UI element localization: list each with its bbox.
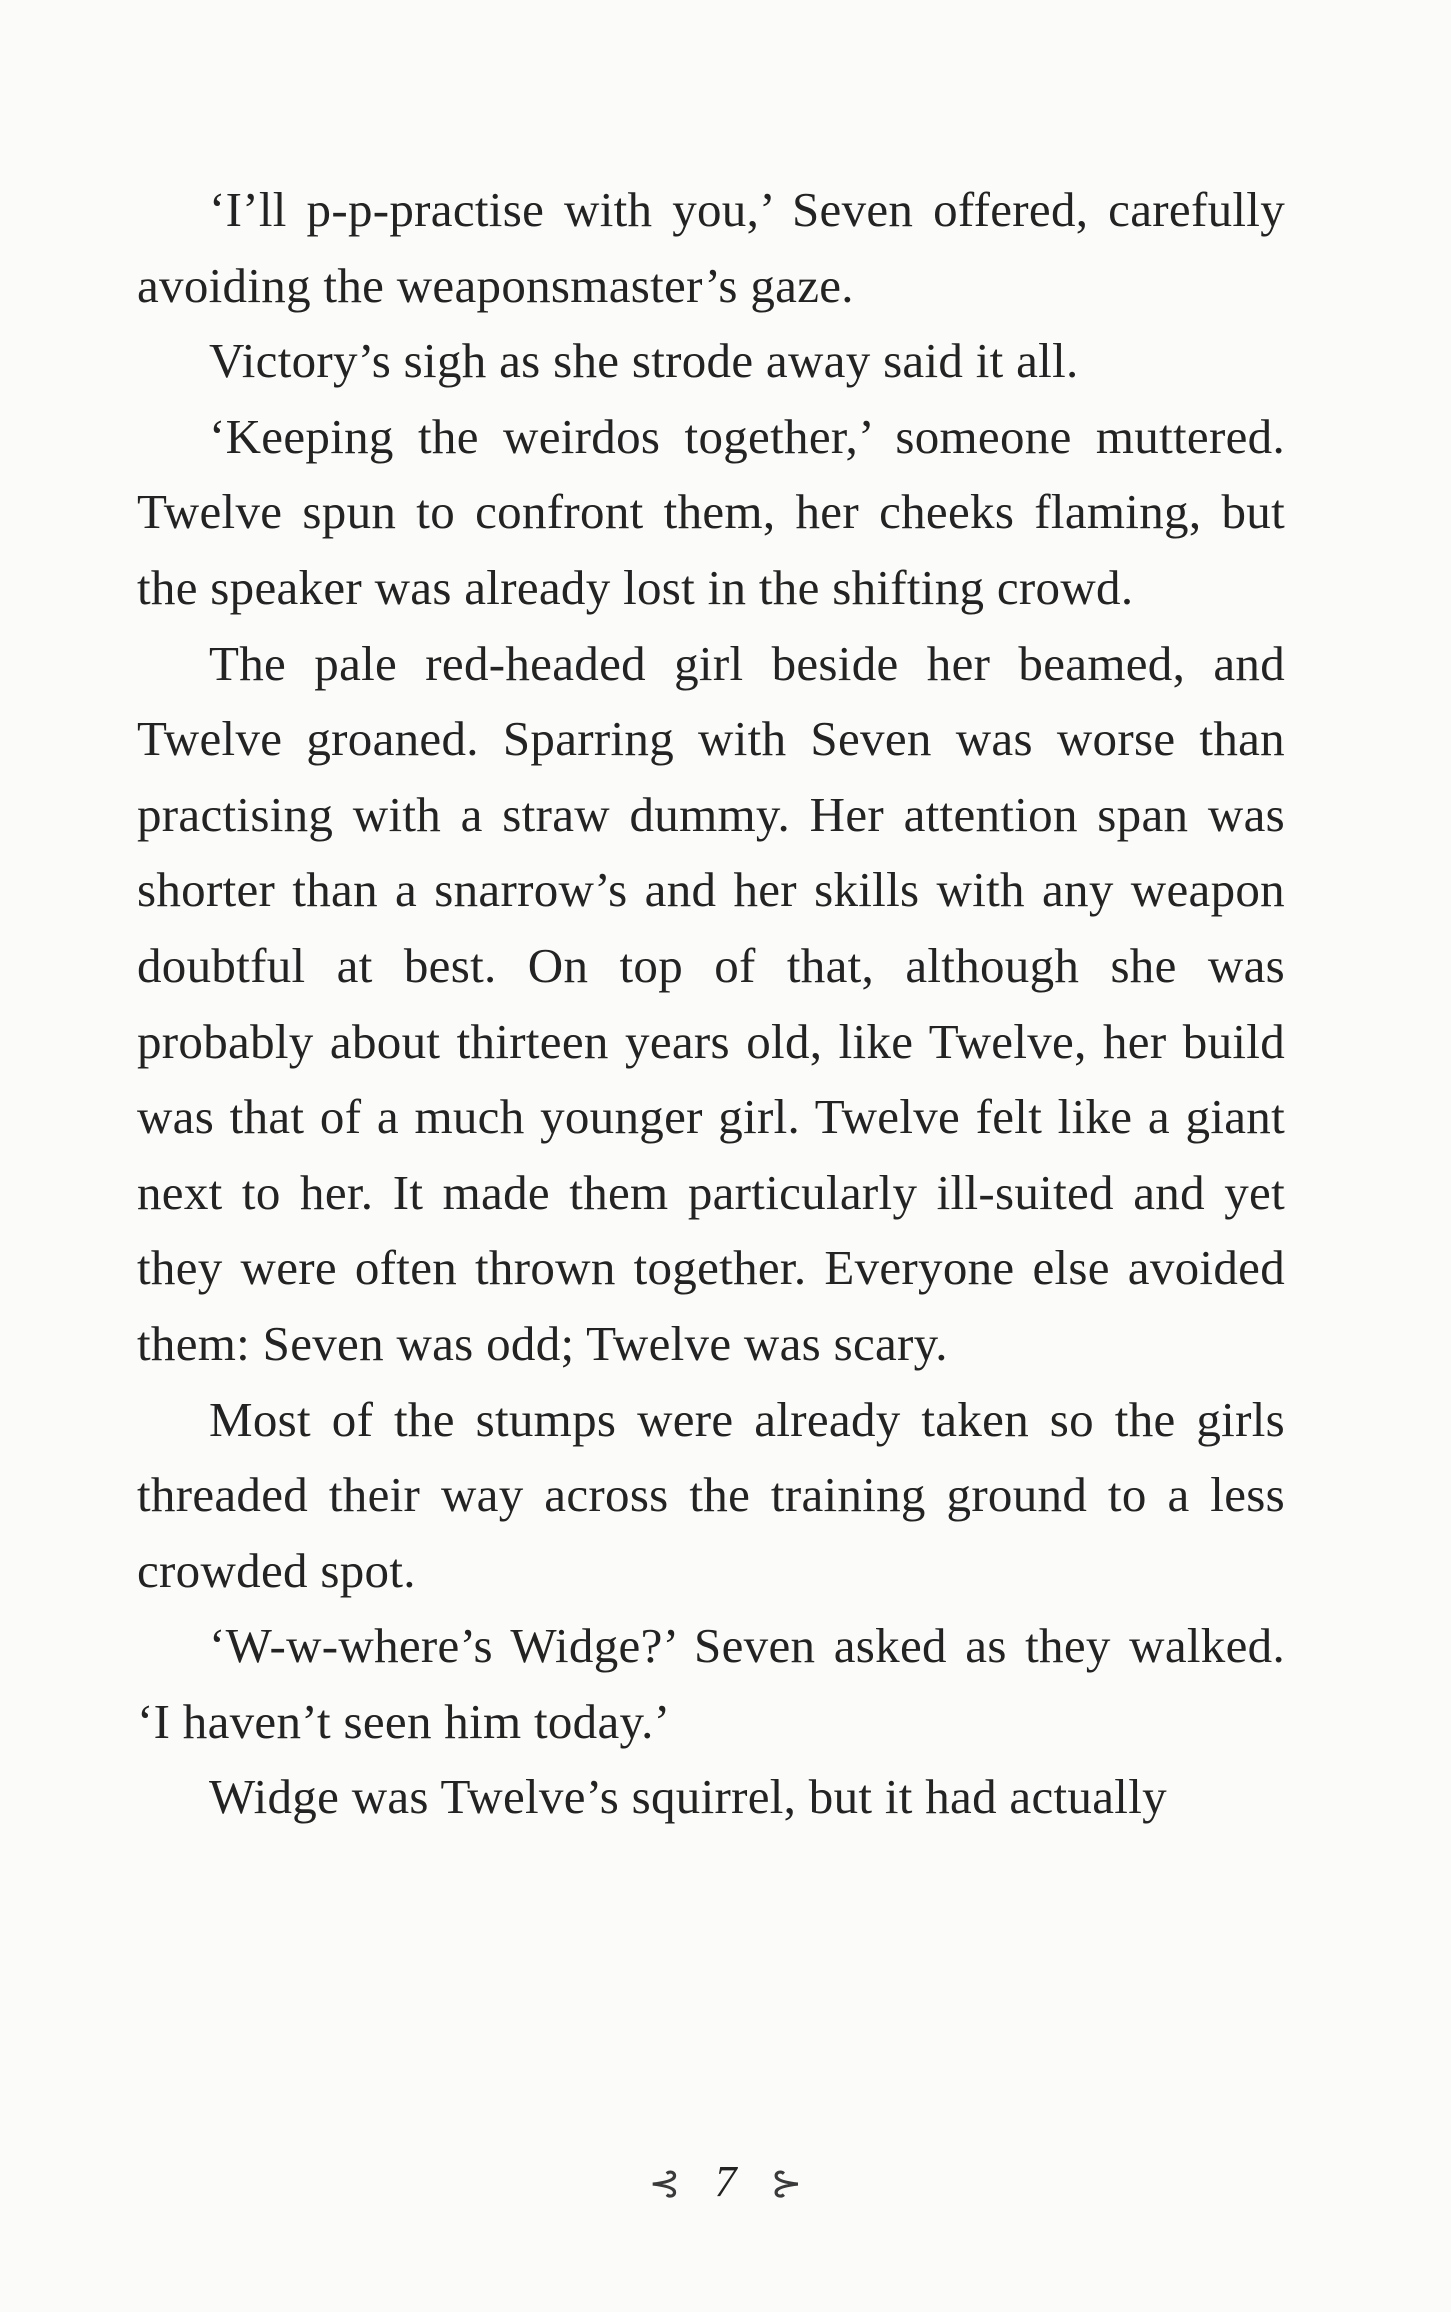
paragraph: Victory’s sigh as she strode away said it all. [209, 333, 1079, 389]
body-text [137, 172, 1285, 1835]
paragraph: Widge was Twelve’s squirrel, but it had actually [209, 1769, 1167, 1825]
page-footer [0, 2152, 1451, 2214]
paragraph: The pale red-headed girl beside her beamed, and Twelve groaned. Sparring with Seven was worse than practising with a straw dummy. Her attention span was shorter than a snarrow’s and her skills with any weapon doubtful at best. On top of that, although she was probably about thirteen years old, like Twelve, her build was that of a much younger girl. Twelve felt like a giant next to her. It made them particularly ill-suited and yet they were often thrown together. Everyone else avoided them: Seven was odd; Twelve was scary. [137, 635, 1285, 1371]
paragraph: ‘I’ll p-p-practise with you,’ Seven offered, carefully avoiding the weaponsmaster’s gaze. [137, 182, 1285, 313]
paragraph: Most of the stumps were already taken so the girls threaded their way across the training ground to a less crowded spot. [137, 1391, 1285, 1598]
page-number: 7 [714, 2157, 737, 2206]
ornament-right-icon: ⊱ [770, 2163, 803, 2205]
ornament-left-icon: ⊰ [648, 2163, 681, 2205]
paragraph: ‘Keeping the weirdos together,’ someone muttered. Twelve spun to confront them, her cheeks flaming, but the speaker was already lost in the shifting crowd. [137, 408, 1285, 615]
paragraph: ‘W-w-where’s Widge?’ Seven asked as they walked. ‘I haven’t seen him today.’ [137, 1618, 1285, 1749]
